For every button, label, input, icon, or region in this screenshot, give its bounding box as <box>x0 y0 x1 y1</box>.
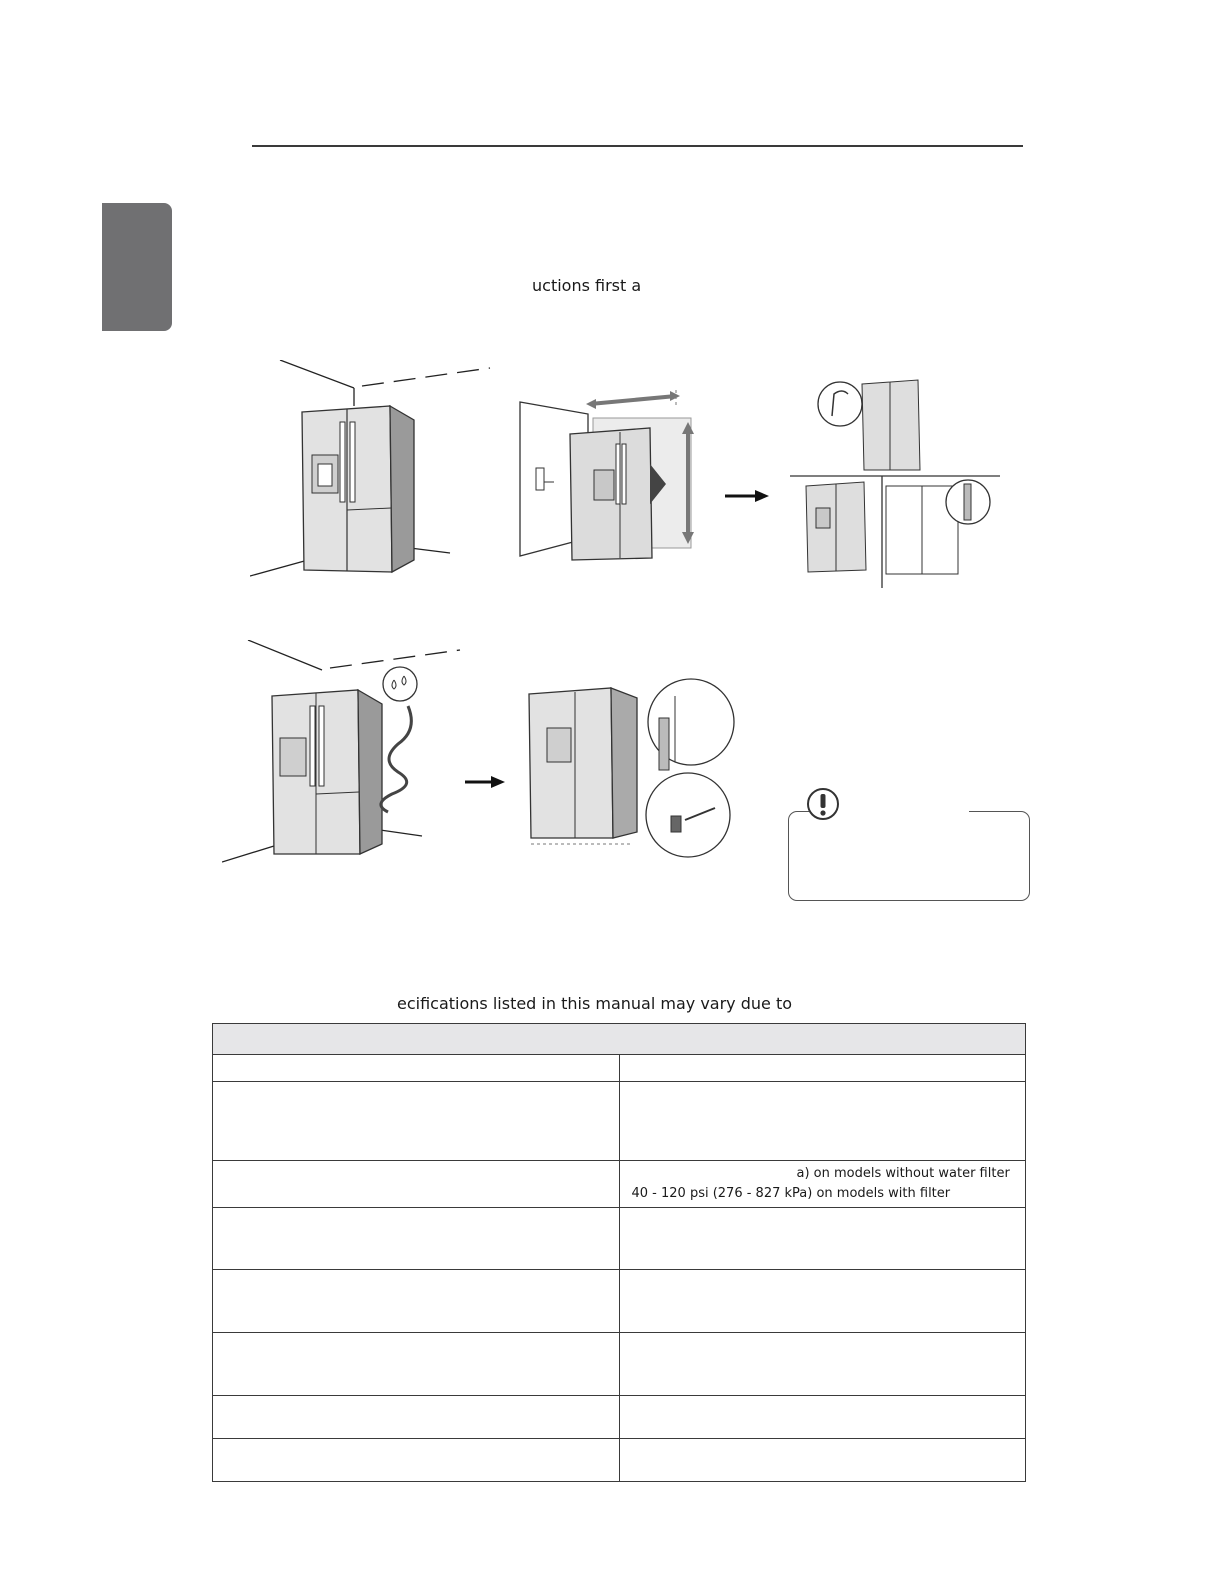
exclamation-circle-icon <box>805 786 841 826</box>
table-row <box>213 1082 1026 1161</box>
arrow-right-icon-2 <box>465 774 505 790</box>
spec-label <box>213 1439 620 1482</box>
spec-value <box>619 1208 1026 1270</box>
spec-value <box>619 1082 1026 1161</box>
spec-label <box>213 1082 620 1161</box>
spec-table <box>212 1023 1026 1482</box>
spec-label <box>213 1161 620 1208</box>
figure-door-handles <box>790 378 1000 588</box>
spec-value <box>619 1270 1026 1333</box>
specs-intro-text: ecifications listed in this manual may vary due to <box>397 994 793 1013</box>
table-row <box>213 1439 1026 1482</box>
spec-value-line: a) on models without water filter <box>796 1166 1010 1181</box>
spec-label <box>213 1333 620 1396</box>
figure-water-line <box>222 640 472 872</box>
spec-value-water-pressure <box>619 1161 1026 1208</box>
instruction-text: uctions first a <box>532 276 642 295</box>
spec-table-header-cell <box>213 1024 1026 1055</box>
spec-label <box>213 1055 620 1082</box>
figure-door-clearance <box>518 388 708 568</box>
spec-value <box>619 1439 1026 1482</box>
section-tab <box>102 203 172 331</box>
spec-table-header <box>213 1024 1026 1055</box>
spec-value <box>619 1055 1026 1082</box>
table-row <box>213 1161 1026 1208</box>
table-row <box>213 1055 1026 1082</box>
spec-value <box>619 1396 1026 1439</box>
table-row <box>213 1208 1026 1270</box>
spec-label <box>213 1396 620 1439</box>
header-rule <box>252 145 1023 147</box>
table-row <box>213 1270 1026 1333</box>
spec-label <box>213 1270 620 1333</box>
spec-value <box>619 1333 1026 1396</box>
arrow-right-icon <box>725 488 769 504</box>
spec-value-line: 40 - 120 psi (276 - 827 kPa) on models with filter <box>631 1186 951 1201</box>
table-row <box>213 1396 1026 1439</box>
figure-leveling <box>525 676 740 866</box>
table-row <box>213 1333 1026 1396</box>
figure-fridge-corner <box>250 360 500 585</box>
spec-label <box>213 1208 620 1270</box>
